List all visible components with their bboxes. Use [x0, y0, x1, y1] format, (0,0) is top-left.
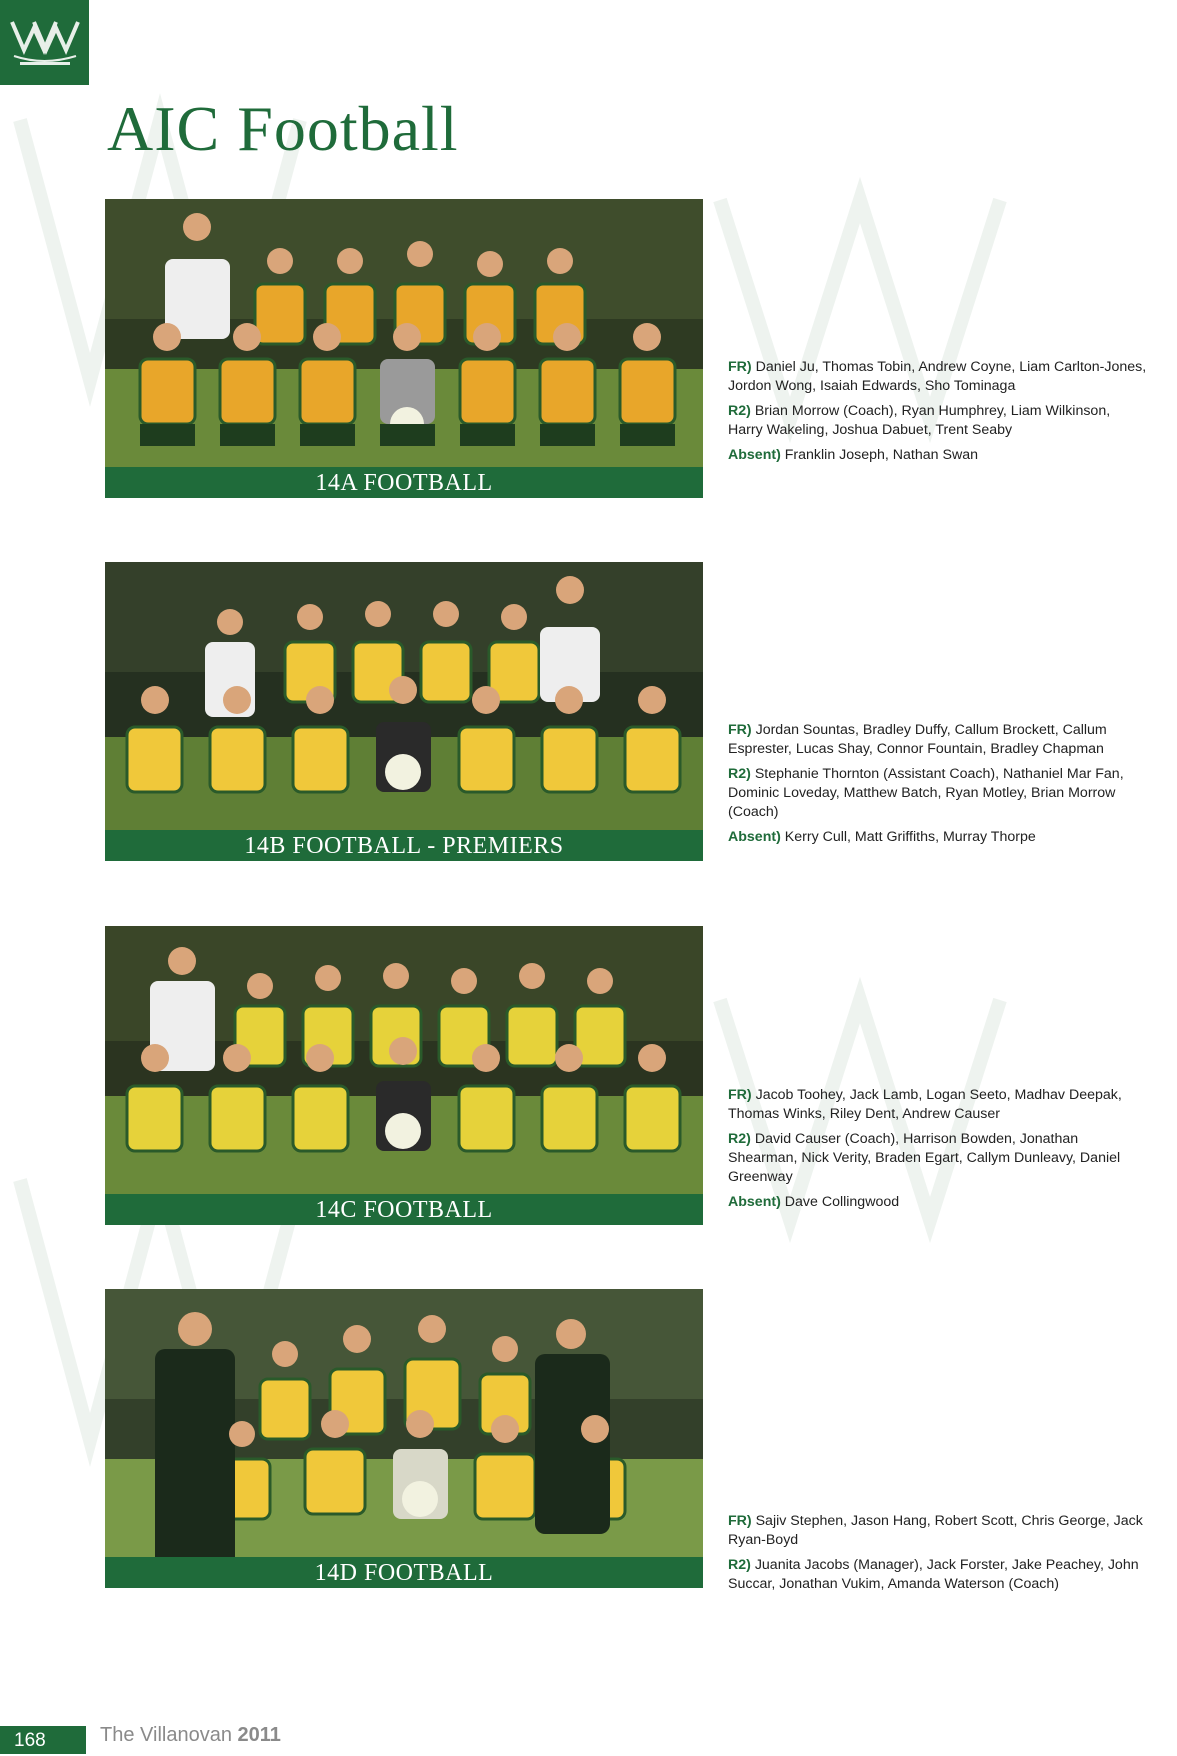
front-row-names: Jacob Toohey, Jack Lamb, Logan Seeto, Madhav Deepak, Thomas Winks, Riley Dent, Andrew Causer — [728, 1087, 1122, 1122]
front-row-label: FR) — [728, 1513, 752, 1529]
team-photo-14c — [105, 926, 703, 1223]
front-row-label: FR) — [728, 1087, 752, 1103]
absent-label: Absent) — [728, 1194, 781, 1210]
team-banner: 14C FOOTBALL — [105, 1194, 703, 1225]
logo-badge — [0, 0, 89, 85]
row-two-names: Juanita Jacobs (Manager), Jack Forster, Jake Peachey, John Succar, Jonathan Vukim, Amanda Waterson (Coach) — [728, 1557, 1139, 1592]
team-banner: 14B FOOTBALL - PREMIERS — [105, 830, 703, 861]
absent-label: Absent) — [728, 829, 781, 845]
team-banner: 14D FOOTBALL — [105, 1557, 703, 1588]
front-row-label: FR) — [728, 359, 752, 375]
publication-year: 2011 — [237, 1724, 281, 1746]
team-roster — [728, 1512, 1148, 1600]
page-title: AIC Football — [107, 93, 459, 164]
team-roster — [728, 721, 1148, 853]
row-two-names: Stephanie Thornton (Assistant Coach), Nathaniel Mar Fan, Dominic Loveday, Matthew Batch, Ryan Motley, Brian Morrow (Coach) — [728, 766, 1124, 820]
absent-names: Franklin Joseph, Nathan Swan — [784, 447, 978, 463]
front-row-names: Daniel Ju, Thomas Tobin, Andrew Coyne, Liam Carlton-Jones, Jordon Wong, Isaiah Edwards, Sho Tominaga — [728, 359, 1147, 394]
publication-name: The Villanovan — [100, 1724, 232, 1746]
front-row-label: FR) — [728, 722, 752, 738]
row-two-label: R2) — [728, 1557, 751, 1573]
absent-names: Kerry Cull, Matt Griffiths, Murray Thorpe — [784, 829, 1036, 845]
absent-names: Dave Collingwood — [784, 1194, 900, 1210]
team-photo-14b — [105, 562, 703, 859]
team-photo-14d — [105, 1289, 703, 1586]
team-roster — [728, 1086, 1148, 1218]
front-row-names: Sajiv Stephen, Jason Hang, Robert Scott, Chris George, Jack Ryan-Boyd — [728, 1513, 1143, 1548]
row-two-label: R2) — [728, 1131, 751, 1147]
team-banner: 14A FOOTBALL — [105, 467, 703, 498]
team-roster — [728, 358, 1148, 471]
publication-footer — [100, 1724, 281, 1747]
page-number: 168 — [0, 1726, 86, 1754]
row-two-names: David Causer (Coach), Harrison Bowden, Jonathan Shearman, Nick Verity, Braden Egart, Callym Dunleavy, Daniel Greenway — [728, 1131, 1121, 1185]
villanova-crest-icon — [0, 0, 89, 85]
row-two-label: R2) — [728, 766, 751, 782]
row-two-names: Brian Morrow (Coach), Ryan Humphrey, Liam Wilkinson, Harry Wakeling, Joshua Dabuet, Trent Seaby — [728, 403, 1111, 438]
front-row-names: Jordan Sountas, Bradley Duffy, Callum Brockett, Callum Esprester, Lucas Shay, Connor Fountain, Bradley Chapman — [728, 722, 1107, 757]
row-two-label: R2) — [728, 403, 751, 419]
absent-label: Absent) — [728, 447, 781, 463]
team-photo-14a — [105, 199, 703, 496]
